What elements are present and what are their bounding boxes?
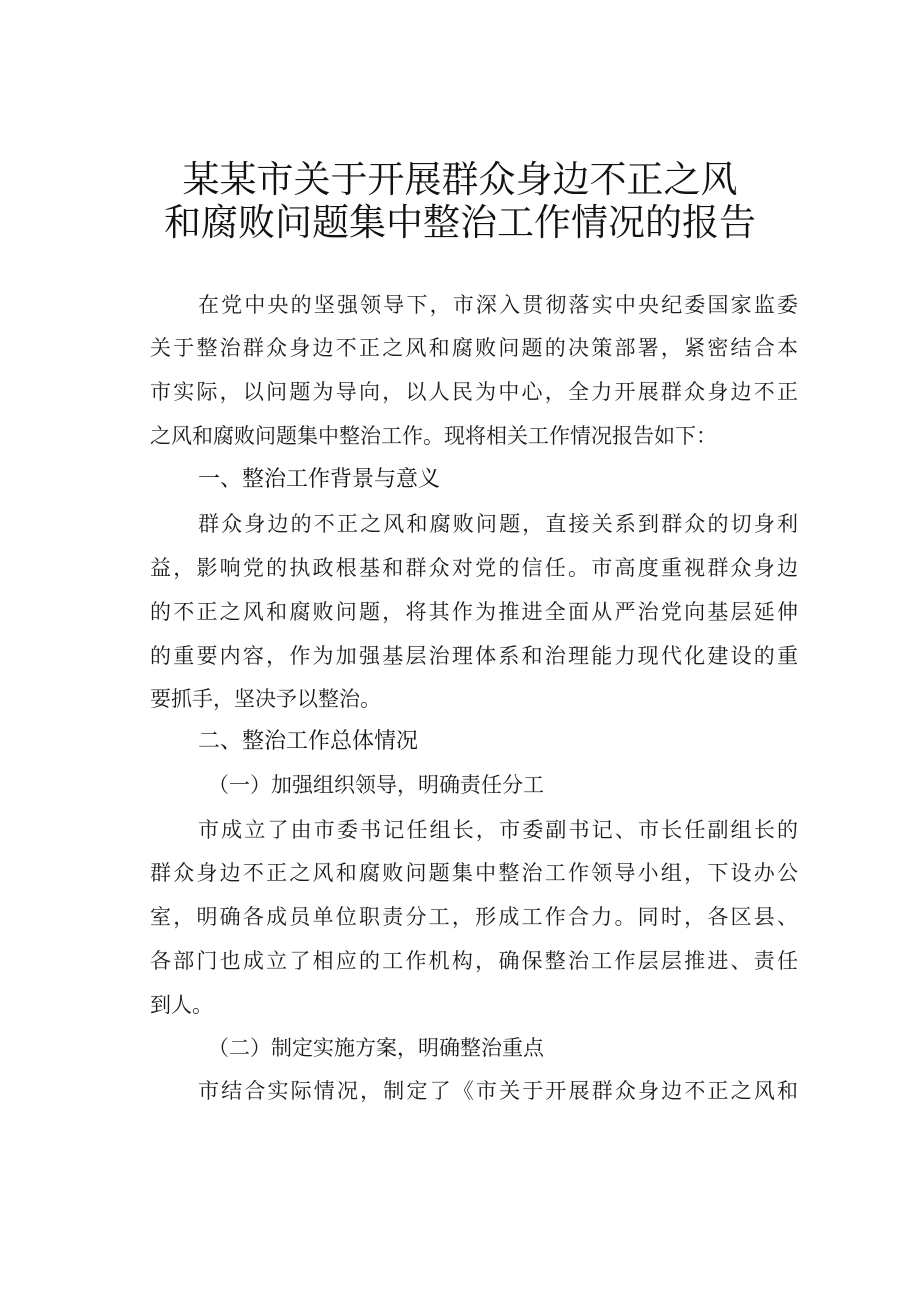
intro-line: 市实际，以问题为导向，以人民为中心，全力开展群众身边不正 [150, 380, 798, 404]
report-title-line-1: 某某市关于开展群众身边不正之风 [182, 158, 738, 201]
subsection-2-heading: （二）制定实施方案，明确整治重点 [208, 1036, 544, 1060]
subsection-1-line: 群众身边不正之风和腐败问题集中整治工作领导小组，下设办公 [150, 861, 798, 885]
intro-line: 在党中央的坚强领导下，市深入贯彻落实中央纪委国家监委 [198, 293, 798, 317]
subsection-2-line: 市结合实际情况，制定了《市关于开展群众身边不正之风和 [198, 1079, 798, 1103]
subsection-1-line: 各部门也成立了相应的工作机构，确保整治工作层层推进、责任 [150, 949, 798, 973]
subsection-1-line: 室，明确各成员单位职责分工，形成工作合力。同时，各区县、 [150, 905, 798, 929]
section-2-heading: 二、整治工作总体情况 [198, 729, 419, 754]
subsection-1-line: 市成立了由市委书记任组长，市委副书记、市长任副组长的 [198, 818, 798, 842]
subsection-1-heading: （一）加强组织领导，明确责任分工 [208, 773, 544, 797]
intro-line: 关于整治群众身边不正之风和腐败问题的决策部署，紧密结合本 [150, 336, 798, 360]
section-1-line: 益，影响党的执政根基和群众对党的信任。市高度重视群众身边 [150, 556, 798, 580]
section-1-heading: 一、整治工作背景与意义 [198, 467, 441, 492]
section-1-line: 的重要内容，作为加强基层治理体系和治理能力现代化建设的重 [150, 644, 798, 668]
report-title-line-2: 和腐败问题集中整治工作情况的报告 [164, 201, 756, 244]
intro-line: 之风和腐败问题集中整治工作。现将相关工作情况报告如下： [150, 424, 717, 448]
subsection-1-line: 到人。 [150, 993, 213, 1017]
section-1-line: 要抓手，坚决予以整治。 [150, 687, 381, 711]
section-1-line: 的不正之风和腐败问题，将其作为推进全面从严治党向基层延伸 [150, 600, 798, 624]
section-1-line: 群众身边的不正之风和腐败问题，直接关系到群众的切身利 [198, 512, 798, 536]
